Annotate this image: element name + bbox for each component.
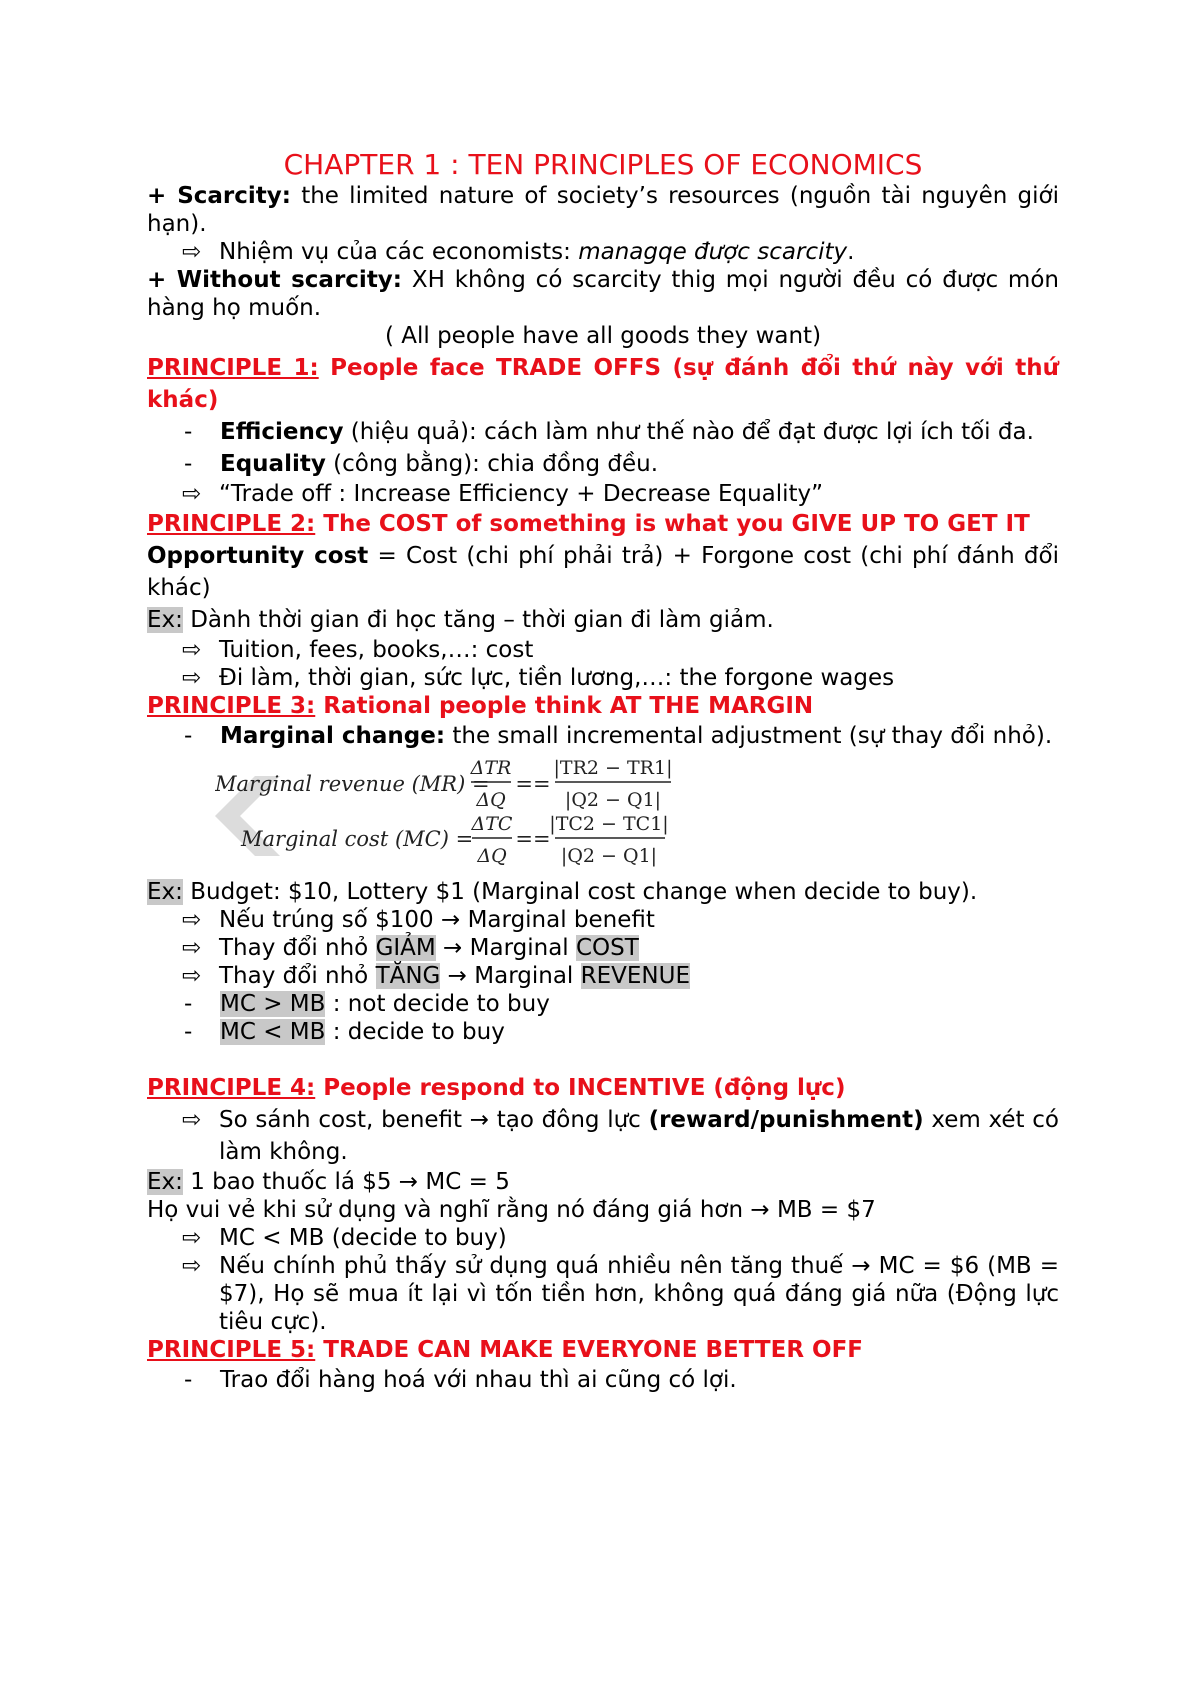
marginal-change-text: the small incremental adjustment (sự thay đổi nhỏ). [445, 723, 1053, 749]
p3-item-3-text: Thay đổi nhỏ [219, 963, 376, 989]
mc-num: ΔTC [471, 813, 513, 835]
dash-bullet-icon: - [184, 991, 193, 1017]
p4-item-1 [147, 1104, 1059, 1168]
scarcity-label: Scarcity: [177, 183, 291, 209]
p3-dash-2 [147, 1018, 1059, 1046]
marginal-formula-image [147, 756, 1059, 872]
efficiency-text: (hiệu quả): cách làm như thế nào để đạt được lợi ích tối đa. [343, 419, 1034, 445]
efficiency-item [147, 416, 1059, 448]
arrow-bullet-icon: ⇨ [182, 1253, 202, 1279]
without-scarcity-text: XH không có scarcity thig mọi người đều có được món hàng họ muốn. [147, 267, 1059, 321]
p3-item-3-text-b: → Marginal [440, 963, 581, 989]
example-label: Ex: [147, 1169, 183, 1195]
principle-1-title: People face TRADE OFFS (sự đánh đổi thứ này với thứ khác) [147, 355, 1060, 413]
principle-4-label: PRINCIPLE 4: [147, 1075, 316, 1101]
efficiency-label: Efficiency [220, 419, 344, 445]
p3-item-1-text: Nếu trúng số $100 → Marginal benefit [219, 907, 655, 933]
p3-item-2 [147, 934, 1059, 962]
mr-den2: |Q2 − Q1| [564, 789, 662, 811]
principle-4-title: People respond to INCENTIVE (động lực) [315, 1075, 846, 1101]
reward-punishment: (reward/punishment) [648, 1107, 924, 1133]
mr-den: ΔQ [476, 789, 506, 811]
plus-sign: + [147, 267, 177, 293]
tradeoff-item [147, 480, 1059, 508]
marginal-change-label: Marginal change: [220, 723, 446, 749]
arrow-bullet-icon: ⇨ [182, 665, 202, 691]
principle-4-heading [147, 1072, 1059, 1104]
p3-dash-2-text: : decide to buy [325, 1019, 505, 1045]
p4-item-3 [147, 1252, 1059, 1336]
opportunity-cost-paragraph [147, 540, 1059, 604]
dash-bullet-icon: - [184, 723, 193, 749]
econ-task-suffix: . [847, 239, 855, 265]
p4-item-1-text-c: xem xét có làm không. [219, 1107, 1060, 1165]
econ-task-item [147, 238, 1059, 266]
mc-eq: == [515, 827, 551, 851]
example-label: Ex: [147, 879, 183, 905]
principle-5-heading [147, 1336, 1059, 1364]
econ-task-text: Nhiệm vụ của các economists: [219, 239, 579, 265]
arrow-bullet-icon: ⇨ [182, 481, 202, 507]
all-people-line: ( All people have all goods they want) [384, 323, 822, 349]
p2-item-1 [147, 636, 1059, 664]
highlight-revenue: REVENUE [580, 963, 690, 989]
p4-item-3-text: Nếu chính phủ thấy sử dụng quá nhiều nên tăng thuế → MC = $6 (MB = $7), Họ sẽ mua ít lại vì tốn tiền hơn, không quá đáng giá nữa (Động lực tiêu cực). [219, 1253, 1059, 1335]
principle-5-title: TRADE CAN MAKE EVERYONE BETTER OFF [315, 1337, 864, 1363]
dash-bullet-icon: - [184, 1019, 193, 1045]
mr-num2: |TR2 − TR1| [553, 757, 673, 779]
principle-3-title: Rational people think AT THE MARGIN [315, 693, 814, 719]
principle-3-heading [147, 692, 1059, 720]
opportunity-cost-text: = Cost (chi phí phải trả) + Forgone cost (chi phí đánh đổi khác) [147, 543, 1059, 601]
p4-item-2 [147, 1224, 1059, 1252]
arrow-bullet-icon: ⇨ [182, 239, 202, 265]
mc-den: ΔQ [477, 845, 507, 867]
p2-item-1-text: Tuition, fees, books,…: cost [219, 637, 534, 663]
equality-item [147, 448, 1059, 480]
p3-item-2-text-b: → Marginal [435, 935, 576, 961]
example-text: Budget: $10, Lottery $1 (Marginal cost change when decide to buy). [182, 879, 978, 905]
highlight-mc-gt-mb: MC > MB [220, 991, 326, 1017]
mc-num2: |TC2 − TC1| [549, 813, 669, 835]
highlight-cost: COST [576, 935, 639, 961]
without-scarcity-label: Without scarcity: [176, 267, 402, 293]
plus-sign: + [147, 183, 178, 209]
mr-left: Marginal revenue (MR) = [215, 772, 490, 796]
equality-text: (công bằng): chia đồng đều. [325, 451, 659, 477]
without-scarcity-paragraph [147, 266, 1059, 322]
mr-eq: == [515, 772, 551, 796]
p4-item-1-text: So sánh cost, benefit → tạo đông lực [219, 1107, 649, 1133]
highlight-mc-lt-mb: MC < MB [220, 1019, 326, 1045]
scarcity-paragraph [147, 182, 1059, 238]
p3-dash-1-text: : not decide to buy [325, 991, 550, 1017]
tradeoff-text: “Trade off : Increase Efficiency + Decrease Equality” [219, 481, 824, 507]
p4-item-2-text: MC < MB (decide to buy) [219, 1225, 507, 1251]
p2-item-2-text: Đi làm, thời gian, sức lực, tiền lương,…: the forgone wages [219, 665, 895, 691]
mr-num: ΔTR [470, 757, 512, 779]
principle-5-label: PRINCIPLE 5: [147, 1337, 316, 1363]
arrow-bullet-icon: ⇨ [182, 907, 202, 933]
dash-bullet-icon: - [184, 451, 193, 477]
principle-2-heading [147, 508, 1059, 540]
p4-line-2: Họ vui vẻ khi sử dụng và nghĩ rằng nó đáng giá hơn → MB = $7 [147, 1197, 876, 1223]
principle-1-heading [147, 352, 1059, 416]
chapter-title: CHAPTER 1 : TEN PRINCIPLES OF ECONOMICS [283, 148, 923, 181]
highlight-tang: TĂNG [375, 963, 441, 989]
scarcity-text: the limited nature of society’s resources (nguồn tài nguyên giới hạn). [147, 183, 1059, 237]
mc-left: Marginal cost (MC) = [241, 827, 474, 851]
equality-label: Equality [220, 451, 326, 477]
p3-example [147, 878, 1059, 906]
p5-item-1 [147, 1364, 1059, 1396]
p3-dash-1 [147, 990, 1059, 1018]
principle-2-label: PRINCIPLE 2: [147, 511, 316, 537]
principle-2-title: The COST of something is what you GIVE UP TO GET IT [315, 511, 1030, 537]
example-label: Ex: [147, 607, 183, 633]
p3-item-1 [147, 906, 1059, 934]
p2-example [147, 604, 1059, 636]
dash-bullet-icon: - [184, 1367, 193, 1393]
formula-svg [215, 756, 775, 872]
document-content [147, 148, 1059, 1396]
arrow-bullet-icon: ⇨ [182, 637, 202, 663]
p4-example [147, 1168, 1059, 1196]
p3-item-2-text: Thay đổi nhỏ [219, 935, 376, 961]
mc-den2: |Q2 − Q1| [560, 845, 658, 867]
highlight-giam: GIẢM [375, 935, 436, 961]
arrow-bullet-icon: ⇨ [182, 963, 202, 989]
principle-1-label: PRINCIPLE 1: [147, 355, 319, 381]
p2-item-2 [147, 664, 1059, 692]
marginal-change-item [147, 720, 1059, 752]
arrow-bullet-icon: ⇨ [182, 1107, 202, 1133]
opportunity-cost-label: Opportunity cost [147, 543, 369, 569]
dash-bullet-icon: - [184, 419, 193, 445]
principle-3-label: PRINCIPLE 3: [147, 693, 316, 719]
econ-task-italic: managqe được scarcity [578, 239, 848, 265]
p5-item-1-text: Trao đổi hàng hoá với nhau thì ai cũng có lợi. [220, 1367, 737, 1393]
arrow-bullet-icon: ⇨ [182, 1225, 202, 1251]
example-text: Dành thời gian đi học tăng – thời gian đi làm giảm. [182, 607, 774, 633]
p3-item-3 [147, 962, 1059, 990]
arrow-bullet-icon: ⇨ [182, 935, 202, 961]
example-text: 1 bao thuốc lá $5 → MC = 5 [182, 1169, 510, 1195]
spacer [147, 1046, 1059, 1072]
